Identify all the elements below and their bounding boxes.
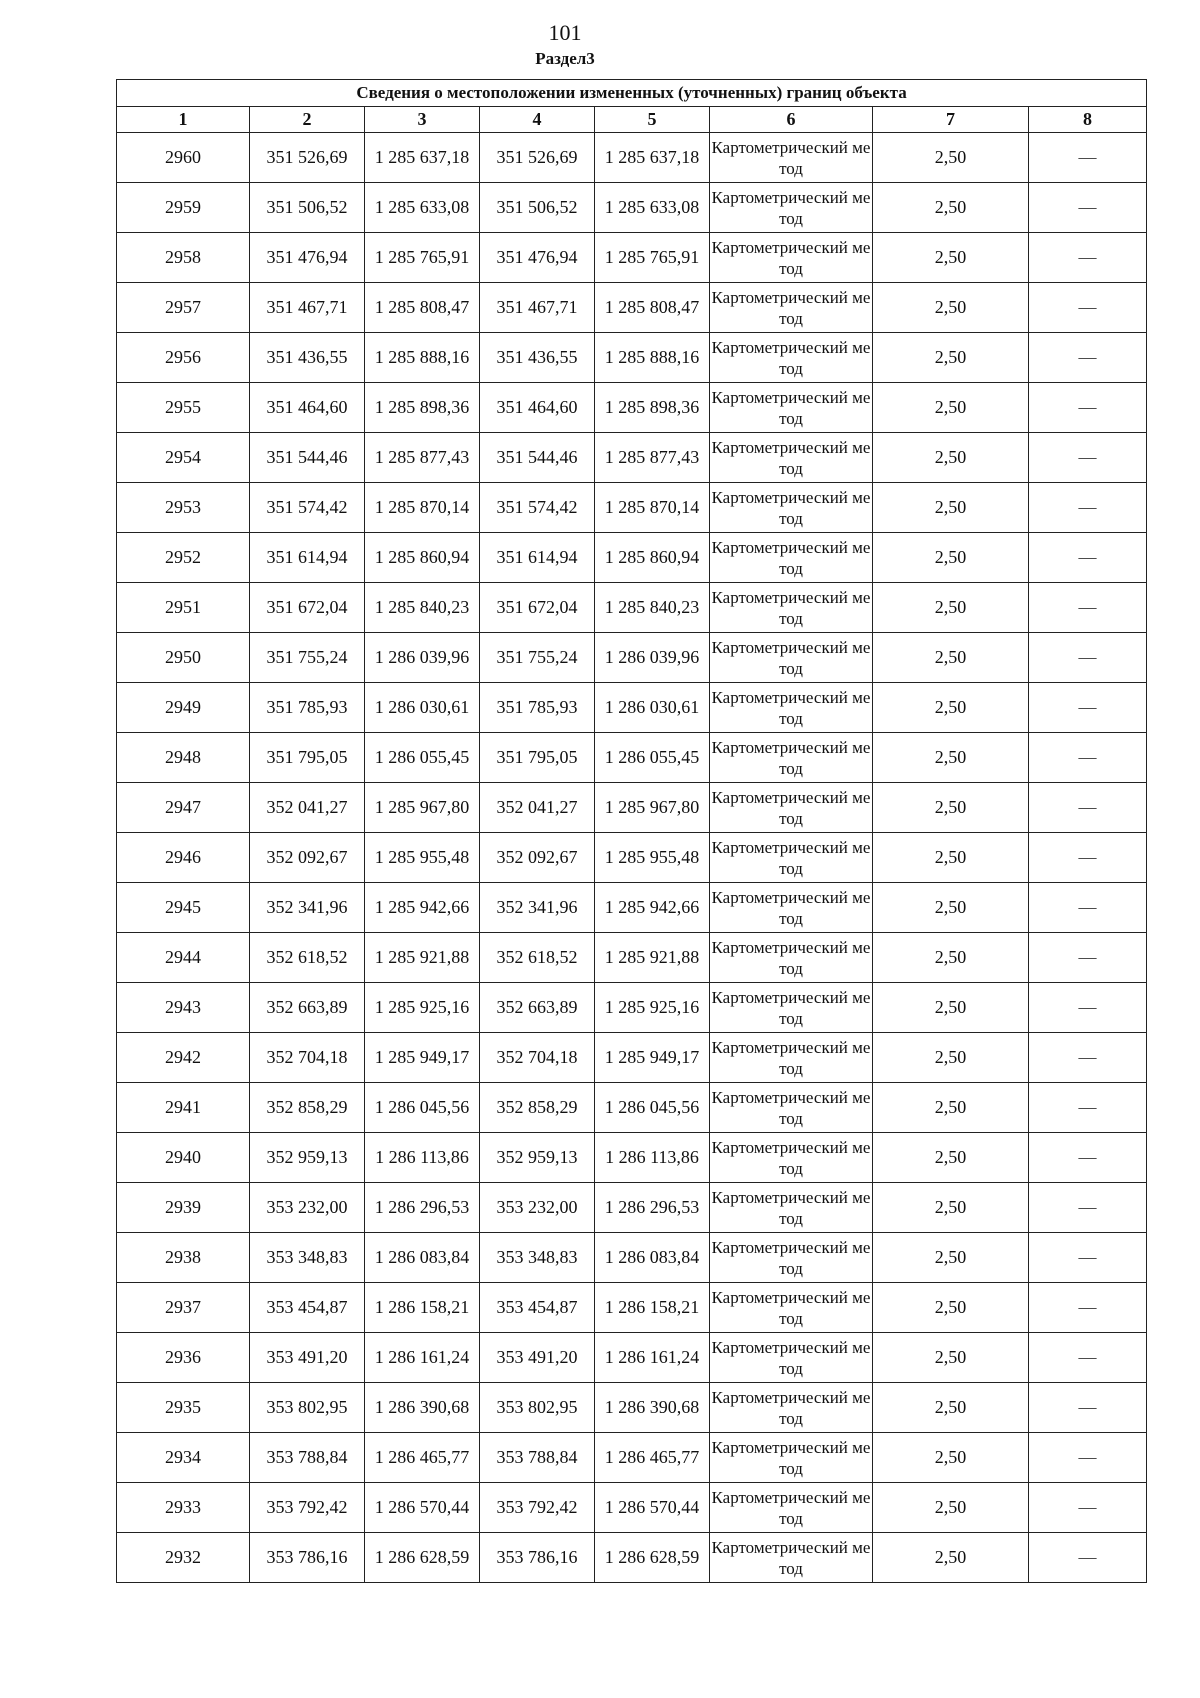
x-new-cell: 352 858,29 — [480, 1083, 595, 1133]
column-number: 8 — [1029, 107, 1147, 133]
accuracy-cell: 2,50 — [873, 733, 1029, 783]
x-old-cell: 352 959,13 — [250, 1133, 365, 1183]
table-body — [117, 133, 1147, 1583]
x-new-cell: 351 544,46 — [480, 433, 595, 483]
x-old-cell: 353 786,16 — [250, 1533, 365, 1583]
accuracy-cell: 2,50 — [873, 1433, 1029, 1483]
x-new-cell: 353 232,00 — [480, 1183, 595, 1233]
column-number: 7 — [873, 107, 1029, 133]
table-row — [117, 533, 1147, 583]
x-new-cell: 351 574,42 — [480, 483, 595, 533]
y-new-cell: 1 285 808,47 — [595, 283, 710, 333]
point-number-cell: 2937 — [117, 1283, 250, 1333]
x-new-cell: 352 704,18 — [480, 1033, 595, 1083]
y-old-cell: 1 286 039,96 — [365, 633, 480, 683]
accuracy-cell: 2,50 — [873, 883, 1029, 933]
column-number: 1 — [117, 107, 250, 133]
method-cell: Картометрический метод — [710, 583, 873, 633]
x-old-cell: 351 464,60 — [250, 383, 365, 433]
method-cell: Картометрический метод — [710, 1483, 873, 1533]
y-old-cell: 1 285 840,23 — [365, 583, 480, 633]
x-old-cell: 353 348,83 — [250, 1233, 365, 1283]
table-row — [117, 133, 1147, 183]
y-new-cell: 1 285 860,94 — [595, 533, 710, 583]
y-old-cell: 1 286 045,56 — [365, 1083, 480, 1133]
point-number-cell: 2938 — [117, 1233, 250, 1283]
method-cell: Картометрический метод — [710, 483, 873, 533]
y-old-cell: 1 285 877,43 — [365, 433, 480, 483]
empty-mark-cell: — — [1029, 433, 1147, 483]
point-number-cell: 2948 — [117, 733, 250, 783]
point-number-cell: 2936 — [117, 1333, 250, 1383]
point-number-cell: 2947 — [117, 783, 250, 833]
empty-mark-cell: — — [1029, 333, 1147, 383]
table-row — [117, 1083, 1147, 1133]
method-cell: Картометрический метод — [710, 1133, 873, 1183]
y-new-cell: 1 286 083,84 — [595, 1233, 710, 1283]
table-row — [117, 833, 1147, 883]
y-old-cell: 1 286 030,61 — [365, 683, 480, 733]
table-row — [117, 1283, 1147, 1333]
point-number-cell: 2943 — [117, 983, 250, 1033]
y-new-cell: 1 285 949,17 — [595, 1033, 710, 1083]
point-number-cell: 2953 — [117, 483, 250, 533]
method-cell: Картометрический метод — [710, 1033, 873, 1083]
y-new-cell: 1 285 898,36 — [595, 383, 710, 433]
y-old-cell: 1 286 465,77 — [365, 1433, 480, 1483]
accuracy-cell: 2,50 — [873, 283, 1029, 333]
empty-mark-cell: — — [1029, 1183, 1147, 1233]
y-old-cell: 1 285 808,47 — [365, 283, 480, 333]
y-old-cell: 1 285 637,18 — [365, 133, 480, 183]
table-row — [117, 1233, 1147, 1283]
x-old-cell: 352 041,27 — [250, 783, 365, 833]
x-old-cell: 351 672,04 — [250, 583, 365, 633]
y-new-cell: 1 285 870,14 — [595, 483, 710, 533]
method-cell: Картометрический метод — [710, 633, 873, 683]
accuracy-cell: 2,50 — [873, 333, 1029, 383]
x-new-cell: 352 959,13 — [480, 1133, 595, 1183]
empty-mark-cell: — — [1029, 133, 1147, 183]
point-number-cell: 2934 — [117, 1433, 250, 1483]
empty-mark-cell: — — [1029, 633, 1147, 683]
point-number-cell: 2940 — [117, 1133, 250, 1183]
accuracy-cell: 2,50 — [873, 1033, 1029, 1083]
x-new-cell: 351 464,60 — [480, 383, 595, 433]
y-old-cell: 1 285 765,91 — [365, 233, 480, 283]
empty-mark-cell: — — [1029, 1483, 1147, 1533]
x-new-cell: 352 092,67 — [480, 833, 595, 883]
y-new-cell: 1 286 570,44 — [595, 1483, 710, 1533]
accuracy-cell: 2,50 — [873, 1233, 1029, 1283]
point-number-cell: 2945 — [117, 883, 250, 933]
method-cell: Картометрический метод — [710, 183, 873, 233]
method-cell: Картометрический метод — [710, 1433, 873, 1483]
y-old-cell: 1 286 083,84 — [365, 1233, 480, 1283]
method-cell: Картометрический метод — [710, 833, 873, 883]
accuracy-cell: 2,50 — [873, 233, 1029, 283]
y-old-cell: 1 285 949,17 — [365, 1033, 480, 1083]
accuracy-cell: 2,50 — [873, 583, 1029, 633]
method-cell: Картометрический метод — [710, 983, 873, 1033]
y-old-cell: 1 286 628,59 — [365, 1533, 480, 1583]
column-number: 2 — [250, 107, 365, 133]
y-new-cell: 1 286 113,86 — [595, 1133, 710, 1183]
x-new-cell: 351 526,69 — [480, 133, 595, 183]
x-new-cell: 351 467,71 — [480, 283, 595, 333]
y-new-cell: 1 286 158,21 — [595, 1283, 710, 1333]
y-old-cell: 1 285 921,88 — [365, 933, 480, 983]
empty-mark-cell: — — [1029, 1333, 1147, 1383]
x-new-cell: 352 041,27 — [480, 783, 595, 833]
x-old-cell: 351 614,94 — [250, 533, 365, 583]
point-number-cell: 2946 — [117, 833, 250, 883]
accuracy-cell: 2,50 — [873, 1533, 1029, 1583]
method-cell: Картометрический метод — [710, 883, 873, 933]
accuracy-cell: 2,50 — [873, 1183, 1029, 1233]
x-new-cell: 351 672,04 — [480, 583, 595, 633]
point-number-cell: 2949 — [117, 683, 250, 733]
empty-mark-cell: — — [1029, 783, 1147, 833]
accuracy-cell: 2,50 — [873, 1483, 1029, 1533]
method-cell: Картометрический метод — [710, 533, 873, 583]
y-old-cell: 1 285 925,16 — [365, 983, 480, 1033]
method-cell: Картометрический метод — [710, 133, 873, 183]
empty-mark-cell: — — [1029, 1433, 1147, 1483]
x-old-cell: 351 526,69 — [250, 133, 365, 183]
x-new-cell: 351 436,55 — [480, 333, 595, 383]
point-number-cell: 2944 — [117, 933, 250, 983]
table-caption: Сведения о местоположении измененных (уточненных) границ объекта — [117, 80, 1147, 107]
method-cell: Картометрический метод — [710, 1083, 873, 1133]
method-cell: Картометрический метод — [710, 333, 873, 383]
table-row — [117, 1433, 1147, 1483]
accuracy-cell: 2,50 — [873, 133, 1029, 183]
x-new-cell: 353 348,83 — [480, 1233, 595, 1283]
x-old-cell: 351 795,05 — [250, 733, 365, 783]
x-old-cell: 351 506,52 — [250, 183, 365, 233]
y-old-cell: 1 285 633,08 — [365, 183, 480, 233]
y-old-cell: 1 285 860,94 — [365, 533, 480, 583]
boundary-coordinates-table — [116, 79, 1147, 1583]
empty-mark-cell: — — [1029, 1083, 1147, 1133]
table-row — [117, 783, 1147, 833]
table-row — [117, 1183, 1147, 1233]
table-row — [117, 1333, 1147, 1383]
point-number-cell: 2955 — [117, 383, 250, 433]
y-old-cell: 1 285 888,16 — [365, 333, 480, 383]
method-cell: Картометрический метод — [710, 933, 873, 983]
table-row — [117, 1033, 1147, 1083]
empty-mark-cell: — — [1029, 1033, 1147, 1083]
y-new-cell: 1 285 921,88 — [595, 933, 710, 983]
table-row — [117, 1533, 1147, 1583]
y-old-cell: 1 286 296,53 — [365, 1183, 480, 1233]
y-new-cell: 1 285 765,91 — [595, 233, 710, 283]
column-number: 6 — [710, 107, 873, 133]
x-old-cell: 352 704,18 — [250, 1033, 365, 1083]
table-row — [117, 1133, 1147, 1183]
y-old-cell: 1 285 898,36 — [365, 383, 480, 433]
method-cell: Картометрический метод — [710, 1233, 873, 1283]
x-old-cell: 351 476,94 — [250, 233, 365, 283]
point-number-cell: 2932 — [117, 1533, 250, 1583]
section-title: Раздел3 — [535, 49, 595, 68]
x-new-cell: 353 788,84 — [480, 1433, 595, 1483]
method-cell: Картометрический метод — [710, 1283, 873, 1333]
table-row — [117, 633, 1147, 683]
point-number-cell: 2954 — [117, 433, 250, 483]
y-new-cell: 1 285 955,48 — [595, 833, 710, 883]
y-new-cell: 1 286 055,45 — [595, 733, 710, 783]
x-new-cell: 351 755,24 — [480, 633, 595, 683]
y-old-cell: 1 286 158,21 — [365, 1283, 480, 1333]
y-new-cell: 1 285 637,18 — [595, 133, 710, 183]
y-old-cell: 1 286 161,24 — [365, 1333, 480, 1383]
empty-mark-cell: — — [1029, 733, 1147, 783]
x-old-cell: 351 467,71 — [250, 283, 365, 333]
table-row — [117, 983, 1147, 1033]
point-number-cell: 2939 — [117, 1183, 250, 1233]
x-old-cell: 352 341,96 — [250, 883, 365, 933]
table-row — [117, 583, 1147, 633]
empty-mark-cell: — — [1029, 1233, 1147, 1283]
accuracy-cell: 2,50 — [873, 1083, 1029, 1133]
point-number-cell: 2941 — [117, 1083, 250, 1133]
table-row — [117, 683, 1147, 733]
point-number-cell: 2956 — [117, 333, 250, 383]
x-old-cell: 353 792,42 — [250, 1483, 365, 1533]
x-new-cell: 352 663,89 — [480, 983, 595, 1033]
accuracy-cell: 2,50 — [873, 183, 1029, 233]
empty-mark-cell: — — [1029, 683, 1147, 733]
x-old-cell: 353 788,84 — [250, 1433, 365, 1483]
y-new-cell: 1 286 390,68 — [595, 1383, 710, 1433]
accuracy-cell: 2,50 — [873, 1383, 1029, 1433]
empty-mark-cell: — — [1029, 283, 1147, 333]
y-old-cell: 1 285 967,80 — [365, 783, 480, 833]
method-cell: Картометрический метод — [710, 1383, 873, 1433]
x-old-cell: 352 618,52 — [250, 933, 365, 983]
empty-mark-cell: — — [1029, 1133, 1147, 1183]
empty-mark-cell: — — [1029, 983, 1147, 1033]
table-row — [117, 1383, 1147, 1433]
point-number-cell: 2935 — [117, 1383, 250, 1433]
accuracy-cell: 2,50 — [873, 983, 1029, 1033]
method-cell: Картометрический метод — [710, 433, 873, 483]
x-old-cell: 353 802,95 — [250, 1383, 365, 1433]
y-old-cell: 1 286 113,86 — [365, 1133, 480, 1183]
method-cell: Картометрический метод — [710, 733, 873, 783]
accuracy-cell: 2,50 — [873, 483, 1029, 533]
y-new-cell: 1 286 039,96 — [595, 633, 710, 683]
table-row — [117, 333, 1147, 383]
accuracy-cell: 2,50 — [873, 833, 1029, 883]
x-old-cell: 351 755,24 — [250, 633, 365, 683]
y-new-cell: 1 285 877,43 — [595, 433, 710, 483]
x-old-cell: 352 092,67 — [250, 833, 365, 883]
accuracy-cell: 2,50 — [873, 433, 1029, 483]
x-old-cell: 351 544,46 — [250, 433, 365, 483]
empty-mark-cell: — — [1029, 533, 1147, 583]
x-new-cell: 353 802,95 — [480, 1383, 595, 1433]
x-new-cell: 351 785,93 — [480, 683, 595, 733]
method-cell: Картометрический метод — [710, 233, 873, 283]
x-new-cell: 351 795,05 — [480, 733, 595, 783]
method-cell: Картометрический метод — [710, 783, 873, 833]
point-number-cell: 2957 — [117, 283, 250, 333]
point-number-cell: 2942 — [117, 1033, 250, 1083]
y-new-cell: 1 286 030,61 — [595, 683, 710, 733]
point-number-cell: 2950 — [117, 633, 250, 683]
column-number: 3 — [365, 107, 480, 133]
empty-mark-cell: — — [1029, 883, 1147, 933]
accuracy-cell: 2,50 — [873, 783, 1029, 833]
accuracy-cell: 2,50 — [873, 383, 1029, 433]
x-old-cell: 353 454,87 — [250, 1283, 365, 1333]
y-new-cell: 1 286 465,77 — [595, 1433, 710, 1483]
y-new-cell: 1 285 840,23 — [595, 583, 710, 633]
x-new-cell: 352 618,52 — [480, 933, 595, 983]
y-new-cell: 1 285 925,16 — [595, 983, 710, 1033]
y-new-cell: 1 285 888,16 — [595, 333, 710, 383]
y-new-cell: 1 286 045,56 — [595, 1083, 710, 1133]
table-row — [117, 733, 1147, 783]
accuracy-cell: 2,50 — [873, 683, 1029, 733]
point-number-cell: 2952 — [117, 533, 250, 583]
empty-mark-cell: — — [1029, 1533, 1147, 1583]
x-old-cell: 353 232,00 — [250, 1183, 365, 1233]
y-new-cell: 1 285 633,08 — [595, 183, 710, 233]
accuracy-cell: 2,50 — [873, 533, 1029, 583]
x-old-cell: 352 663,89 — [250, 983, 365, 1033]
x-old-cell: 351 574,42 — [250, 483, 365, 533]
table-row — [117, 483, 1147, 533]
method-cell: Картометрический метод — [710, 683, 873, 733]
empty-mark-cell: — — [1029, 1383, 1147, 1433]
y-old-cell: 1 285 955,48 — [365, 833, 480, 883]
x-old-cell: 351 436,55 — [250, 333, 365, 383]
x-new-cell: 353 454,87 — [480, 1283, 595, 1333]
table-row — [117, 433, 1147, 483]
y-new-cell: 1 286 296,53 — [595, 1183, 710, 1233]
table-row — [117, 283, 1147, 333]
empty-mark-cell: — — [1029, 183, 1147, 233]
y-old-cell: 1 286 570,44 — [365, 1483, 480, 1533]
column-number: 4 — [480, 107, 595, 133]
y-old-cell: 1 286 055,45 — [365, 733, 480, 783]
table-row — [117, 883, 1147, 933]
table-row — [117, 383, 1147, 433]
empty-mark-cell: — — [1029, 483, 1147, 533]
point-number-cell: 2933 — [117, 1483, 250, 1533]
y-new-cell: 1 286 161,24 — [595, 1333, 710, 1383]
accuracy-cell: 2,50 — [873, 933, 1029, 983]
x-old-cell: 352 858,29 — [250, 1083, 365, 1133]
point-number-cell: 2959 — [117, 183, 250, 233]
method-cell: Картометрический метод — [710, 1333, 873, 1383]
y-old-cell: 1 286 390,68 — [365, 1383, 480, 1433]
empty-mark-cell: — — [1029, 933, 1147, 983]
y-old-cell: 1 285 870,14 — [365, 483, 480, 533]
accuracy-cell: 2,50 — [873, 1283, 1029, 1333]
method-cell: Картометрический метод — [710, 1533, 873, 1583]
x-old-cell: 353 491,20 — [250, 1333, 365, 1383]
column-number-row — [117, 107, 1147, 133]
x-new-cell: 353 491,20 — [480, 1333, 595, 1383]
column-number: 5 — [595, 107, 710, 133]
point-number-cell: 2951 — [117, 583, 250, 633]
point-number-cell: 2958 — [117, 233, 250, 283]
table-row — [117, 1483, 1147, 1533]
table-row — [117, 933, 1147, 983]
accuracy-cell: 2,50 — [873, 1133, 1029, 1183]
page-number: 101 — [548, 20, 582, 45]
y-new-cell: 1 286 628,59 — [595, 1533, 710, 1583]
point-number-cell: 2960 — [117, 133, 250, 183]
y-new-cell: 1 285 967,80 — [595, 783, 710, 833]
table-row — [117, 183, 1147, 233]
y-new-cell: 1 285 942,66 — [595, 883, 710, 933]
x-new-cell: 351 506,52 — [480, 183, 595, 233]
x-old-cell: 351 785,93 — [250, 683, 365, 733]
table-row — [117, 233, 1147, 283]
empty-mark-cell: — — [1029, 383, 1147, 433]
empty-mark-cell: — — [1029, 233, 1147, 283]
empty-mark-cell: — — [1029, 833, 1147, 883]
method-cell: Картометрический метод — [710, 1183, 873, 1233]
x-new-cell: 351 476,94 — [480, 233, 595, 283]
table-caption-row — [117, 80, 1147, 107]
empty-mark-cell: — — [1029, 1283, 1147, 1333]
y-old-cell: 1 285 942,66 — [365, 883, 480, 933]
accuracy-cell: 2,50 — [873, 633, 1029, 683]
accuracy-cell: 2,50 — [873, 1333, 1029, 1383]
method-cell: Картометрический метод — [710, 283, 873, 333]
empty-mark-cell: — — [1029, 583, 1147, 633]
x-new-cell: 351 614,94 — [480, 533, 595, 583]
x-new-cell: 352 341,96 — [480, 883, 595, 933]
x-new-cell: 353 786,16 — [480, 1533, 595, 1583]
x-new-cell: 353 792,42 — [480, 1483, 595, 1533]
method-cell: Картометрический метод — [710, 383, 873, 433]
